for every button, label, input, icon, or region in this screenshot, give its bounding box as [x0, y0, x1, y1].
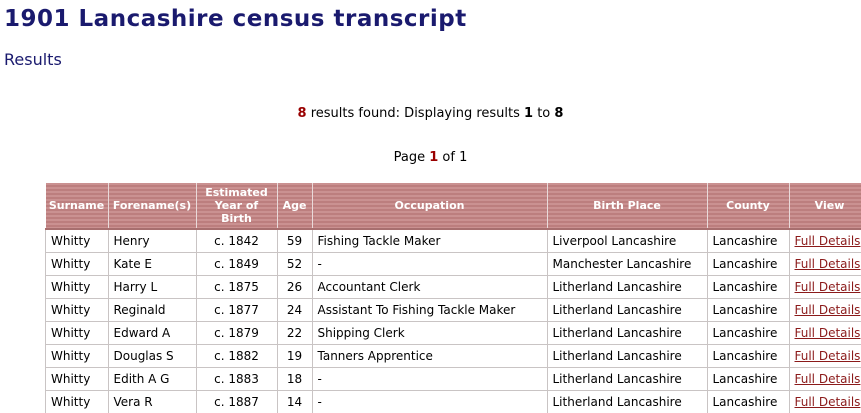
- full-details-link[interactable]: Full Details: [794, 349, 861, 363]
- view-cell: [789, 345, 861, 368]
- table-row: [46, 345, 861, 368]
- results-found-text: results found: Displaying results: [306, 106, 525, 121]
- full-details-link[interactable]: Full Details: [794, 257, 861, 271]
- birth-place-cell: Litherland Lancashire: [547, 391, 707, 413]
- forenames-cell: Kate E: [108, 253, 196, 276]
- view-cell: [789, 276, 861, 299]
- age-cell: 22: [277, 322, 312, 345]
- table-row: [46, 368, 861, 391]
- view-cell: [789, 322, 861, 345]
- results-subtitle: Results: [4, 50, 62, 69]
- surname-cell: Whitty: [46, 253, 109, 276]
- view-cell: [789, 368, 861, 391]
- age-cell: 19: [277, 345, 312, 368]
- table-row: [46, 276, 861, 299]
- age-cell: 24: [277, 299, 312, 322]
- results-to-text: to: [533, 106, 555, 121]
- birth-year-cell: c. 1849: [196, 253, 277, 276]
- surname-cell: Whitty: [46, 229, 109, 253]
- county-cell: Lancashire: [707, 322, 789, 345]
- birth-year-cell: c. 1887: [196, 391, 277, 413]
- birth-year-cell: c. 1877: [196, 299, 277, 322]
- birth-year-cell: c. 1879: [196, 322, 277, 345]
- age-cell: 14: [277, 391, 312, 413]
- birth-year-cell: c. 1882: [196, 345, 277, 368]
- birth-place-cell: Liverpool Lancashire: [547, 229, 707, 253]
- forenames-cell: Edward A: [108, 322, 196, 345]
- occupation-cell: Shipping Clerk: [312, 322, 547, 345]
- page-title: 1901 Lancashire census transcript: [4, 6, 467, 32]
- table-header-row: [46, 183, 861, 229]
- pagination-current-page: 1: [429, 150, 439, 165]
- full-details-link[interactable]: Full Details: [794, 395, 861, 409]
- birth-year-cell: c. 1883: [196, 368, 277, 391]
- county-cell: Lancashire: [707, 299, 789, 322]
- results-range-start: 1: [524, 106, 534, 121]
- results-table-body: [46, 229, 861, 413]
- view-cell: [789, 391, 861, 413]
- forenames-cell: Henry: [108, 229, 196, 253]
- birth-place-cell: Litherland Lancashire: [547, 345, 707, 368]
- forenames-cell: Edith A G: [108, 368, 196, 391]
- header-age: Age: [277, 183, 312, 229]
- full-details-link[interactable]: Full Details: [794, 326, 861, 340]
- results-count: 8: [297, 106, 307, 121]
- surname-cell: Whitty: [46, 322, 109, 345]
- header-county: County: [707, 183, 789, 229]
- age-cell: 18: [277, 368, 312, 391]
- header-view: View: [789, 183, 861, 229]
- full-details-link[interactable]: Full Details: [794, 372, 861, 386]
- surname-cell: Whitty: [46, 299, 109, 322]
- table-row: [46, 253, 861, 276]
- results-table: [45, 183, 861, 413]
- surname-cell: Whitty: [46, 345, 109, 368]
- forenames-cell: Harry L: [108, 276, 196, 299]
- header-birth-year: Estimated Year of Birth: [196, 183, 277, 229]
- county-cell: Lancashire: [707, 253, 789, 276]
- occupation-cell: Assistant To Fishing Tackle Maker: [312, 299, 547, 322]
- results-table-head: [46, 183, 861, 229]
- age-cell: 26: [277, 276, 312, 299]
- results-range-end: 8: [554, 106, 564, 121]
- occupation-cell: -: [312, 391, 547, 413]
- birth-year-cell: c. 1842: [196, 229, 277, 253]
- county-cell: Lancashire: [707, 345, 789, 368]
- results-summary: [0, 106, 861, 121]
- occupation-cell: Accountant Clerk: [312, 276, 547, 299]
- county-cell: Lancashire: [707, 368, 789, 391]
- birth-place-cell: Litherland Lancashire: [547, 322, 707, 345]
- age-cell: 52: [277, 253, 312, 276]
- view-cell: [789, 229, 861, 253]
- table-row: [46, 229, 861, 253]
- pagination-label: Page: [393, 150, 430, 165]
- birth-place-cell: Litherland Lancashire: [547, 276, 707, 299]
- surname-cell: Whitty: [46, 276, 109, 299]
- header-birth-place: Birth Place: [547, 183, 707, 229]
- county-cell: Lancashire: [707, 229, 789, 253]
- occupation-cell: Tanners Apprentice: [312, 345, 547, 368]
- county-cell: Lancashire: [707, 276, 789, 299]
- birth-place-cell: Manchester Lancashire: [547, 253, 707, 276]
- view-cell: [789, 253, 861, 276]
- header-surname: Surname: [46, 183, 109, 229]
- county-cell: Lancashire: [707, 391, 789, 413]
- occupation-cell: Fishing Tackle Maker: [312, 229, 547, 253]
- full-details-link[interactable]: Full Details: [794, 234, 861, 248]
- forenames-cell: Douglas S: [108, 345, 196, 368]
- forenames-cell: Vera R: [108, 391, 196, 413]
- occupation-cell: -: [312, 368, 547, 391]
- birth-place-cell: Litherland Lancashire: [547, 299, 707, 322]
- occupation-cell: -: [312, 253, 547, 276]
- table-row: [46, 391, 861, 413]
- view-cell: [789, 299, 861, 322]
- birth-place-cell: Litherland Lancashire: [547, 368, 707, 391]
- header-occupation: Occupation: [312, 183, 547, 229]
- table-row: [46, 299, 861, 322]
- full-details-link[interactable]: Full Details: [794, 280, 861, 294]
- pagination-suffix: of 1: [438, 150, 468, 165]
- full-details-link[interactable]: Full Details: [794, 303, 861, 317]
- age-cell: 59: [277, 229, 312, 253]
- surname-cell: Whitty: [46, 391, 109, 413]
- surname-cell: Whitty: [46, 368, 109, 391]
- forenames-cell: Reginald: [108, 299, 196, 322]
- pagination: [0, 150, 861, 165]
- table-row: [46, 322, 861, 345]
- header-forenames: Forename(s): [108, 183, 196, 229]
- birth-year-cell: c. 1875: [196, 276, 277, 299]
